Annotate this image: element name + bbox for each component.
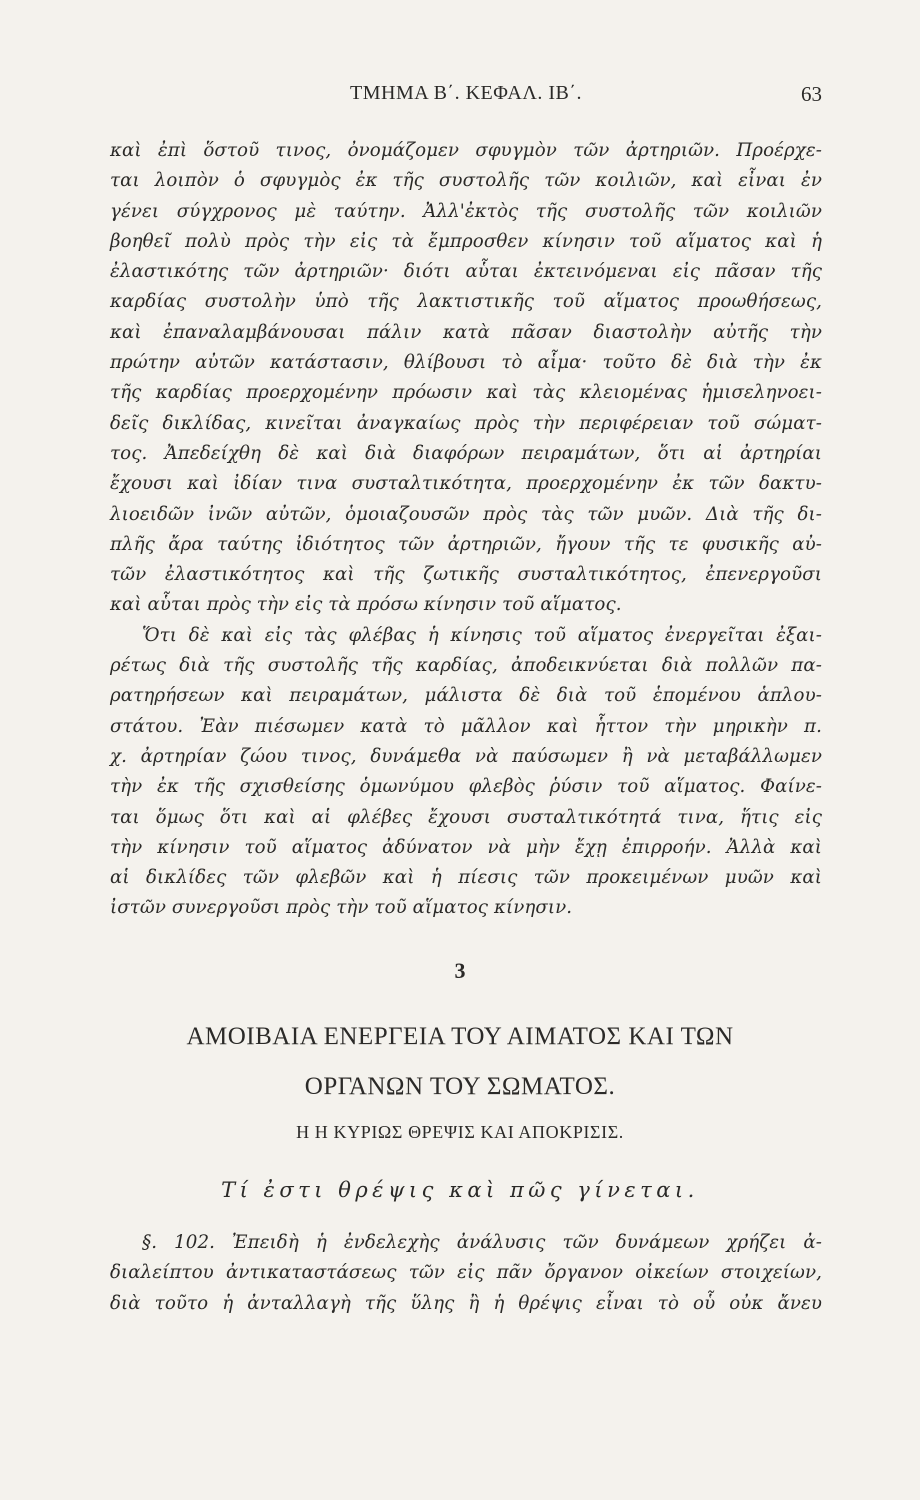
- text-line: πρώτην αὐτῶν κατάστασιν, θλίβουσι τὸ αἷμα· τοῦτο δὲ διὰ τὴν ἐκ: [110, 352, 822, 374]
- text-line: ται λοιπὸν ὁ σφυγμὸς ἐκ τῆς συστολῆς τῶν κοιλιῶν, καὶ εἶναι ἐν: [110, 170, 822, 192]
- text-line: Ὅτι δὲ καὶ εἰς τὰς φλέβας ἡ κίνησις τοῦ αἵματος ἐνεργεῖται ἐξαι-: [142, 624, 822, 646]
- text-line: πλῆς ἄρα ταύτης ἰδιότητος τῶν ἀρτηριῶν, ἤγουν τῆς τε φυσικῆς αὐ-: [110, 533, 822, 555]
- text-line: δεῖς δικλίδας, κινεῖται ἀναγκαίως πρὸς τὴν περιφέρειαν τοῦ σώματ-: [110, 412, 822, 434]
- page-number: 63: [801, 82, 822, 106]
- section-title: [60, 1012, 860, 1112]
- text-line: στάτου. Ἐὰν πιέσωμεν κατὰ τὸ μᾶλλον καὶ ἧττον τὴν μηρικὴν π.: [110, 715, 822, 737]
- text-line: καὶ αὗται πρὸς τὴν εἰς τὰ πρόσω κίνησιν τοῦ αἵματος.: [110, 594, 622, 616]
- running-head: [110, 82, 822, 112]
- text-line: καρδίας συστολὴν ὑπὸ τῆς λακτιστικῆς τοῦ αἵματος προωθήσεως,: [110, 291, 822, 313]
- text-line: λιοειδῶν ἰνῶν αὐτῶν, ὁμοιαζουσῶν πρὸς τὰς τῶν μυῶν. Διὰ τῆς δι-: [110, 503, 822, 525]
- body-text-paragraph-2: [110, 1228, 822, 1319]
- text-line: ἰστῶν συνεργοῦσι πρὸς τὴν τοῦ αἵματος κίνησιν.: [110, 897, 573, 919]
- text-line: καὶ ἐπαναλαμβάνουσαι πάλιν κατὰ πᾶσαν διαστολὴν αὐτῆς τὴν: [110, 321, 822, 343]
- text-line: τῶν ἐλαστικότητος καὶ τῆς ζωτικῆς συσταλτικότητος, ἐπενεργοῦσι: [110, 564, 822, 586]
- text-line: ἐλαστικότης τῶν ἀρτηριῶν· διότι αὗται ἐκτεινόμεναι εἰς πᾶσαν τῆς: [110, 261, 822, 283]
- text-line: τὴν κίνησιν τοῦ αἵματος ἀδύνατον νὰ μὴν ἔχῃ ἐπιρροήν. Ἀλλὰ καὶ: [110, 836, 822, 858]
- section-title-line: ΟΡΓΑΝΩΝ ΤΟΥ ΣΩΜΑΤΟΣ.: [304, 1073, 616, 1100]
- text-line: τῆς καρδίας προερχομένην πρόωσιν καὶ τὰς κλειομένας ἡμισεληνοει-: [110, 382, 822, 404]
- section-title-line: ΑΜΟΙΒΑΙΑ ΕΝΕΡΓΕΙΑ ΤΟΥ ΑΙΜΑΤΟΣ ΚΑΙ ΤΩΝ: [186, 1023, 734, 1050]
- text-line: τος. Ἀπεδείχθη δὲ καὶ διὰ διαφόρων πειραμάτων, ὅτι αἱ ἀρτηρίαι: [110, 442, 822, 464]
- text-line: ρατηρήσεων καὶ πειραμάτων, μάλιστα δὲ διὰ τοῦ ἑπομένου ἁπλου-: [110, 685, 822, 707]
- text-line: γένει σύγχρονος μὲ ταύτην. Ἀλλ'ἐκτὸς τῆς συστολῆς τῶν κοιλιῶν: [110, 200, 822, 222]
- text-line: διαλείπτου ἀντικαταστάσεως τῶν εἰς πᾶν ὄργανον οἰκείων στοιχείων,: [110, 1262, 822, 1284]
- body-text-paragraph-1: [110, 136, 822, 924]
- text-line: ρέτως διὰ τῆς συστολῆς τῆς καρδίας, ἀποδεικνύεται διὰ πολλῶν πα-: [110, 655, 822, 677]
- paragraph-veins: [110, 621, 822, 924]
- question-heading: Τί ἐστι θρέψις καὶ πῶς γίνεται.: [221, 1178, 699, 1202]
- text-line: ται ὅμως ὅτι καὶ αἱ φλέβες ἔχουσι συσταλτικότητά τινα, ἥτις εἰς: [110, 806, 822, 828]
- section-number: 3: [454, 958, 466, 983]
- text-line: τὴν ἐκ τῆς σχισθείσης ὁμωνύμου φλεβὸς ῥύσιν τοῦ αἵματος. Φαίνε-: [110, 776, 822, 798]
- text-line: βοηθεῖ πολὺ πρὸς τὴν εἰς τὰ ἔμπροσθεν κίνησιν τοῦ αἵματος καὶ ἡ: [110, 230, 822, 252]
- paragraph-pulse: [110, 136, 822, 621]
- text-line: διὰ τοῦτο ἡ ἀνταλλαγὴ τῆς ὕλης ἢ ἡ θρέψις εἶναι τὸ οὗ οὐκ ἄνευ: [110, 1292, 822, 1314]
- text-line: χ. ἀρτηρίαν ζώου τινος, δυνάμεθα νὰ παύσωμεν ἢ νὰ μεταβάλλωμεν: [110, 745, 822, 767]
- running-title: ΤΜΗΜΑ Β΄. ΚΕΦΑΛ. ΙΒ΄.: [350, 82, 582, 104]
- text-line: §. 102. Ἐπειδὴ ἡ ἐνδελεχὴς ἀνάλυσις τῶν δυνάμεων χρήζει ἀ-: [142, 1232, 822, 1253]
- text-line: καὶ ἐπὶ ὅστοῦ τινος, ὀνομάζομεν σφυγμὸν τῶν ἀρτηριῶν. Προέρχε-: [110, 140, 822, 161]
- text-line: ἔχουσι καὶ ἰδίαν τινα συσταλτικότητα, προερχομένην ἐκ τῶν δακτυ-: [110, 473, 822, 495]
- subsection-title: Η Η ΚΥΡΙΩΣ ΘΡΕΨΙΣ ΚΑΙ ΑΠΟΚΡΙΣΙΣ.: [296, 1122, 624, 1142]
- text-line: αἱ δικλίδες τῶν φλεβῶν καὶ ἡ πίεσις τῶν προκειμένων μυῶν καὶ: [110, 867, 822, 889]
